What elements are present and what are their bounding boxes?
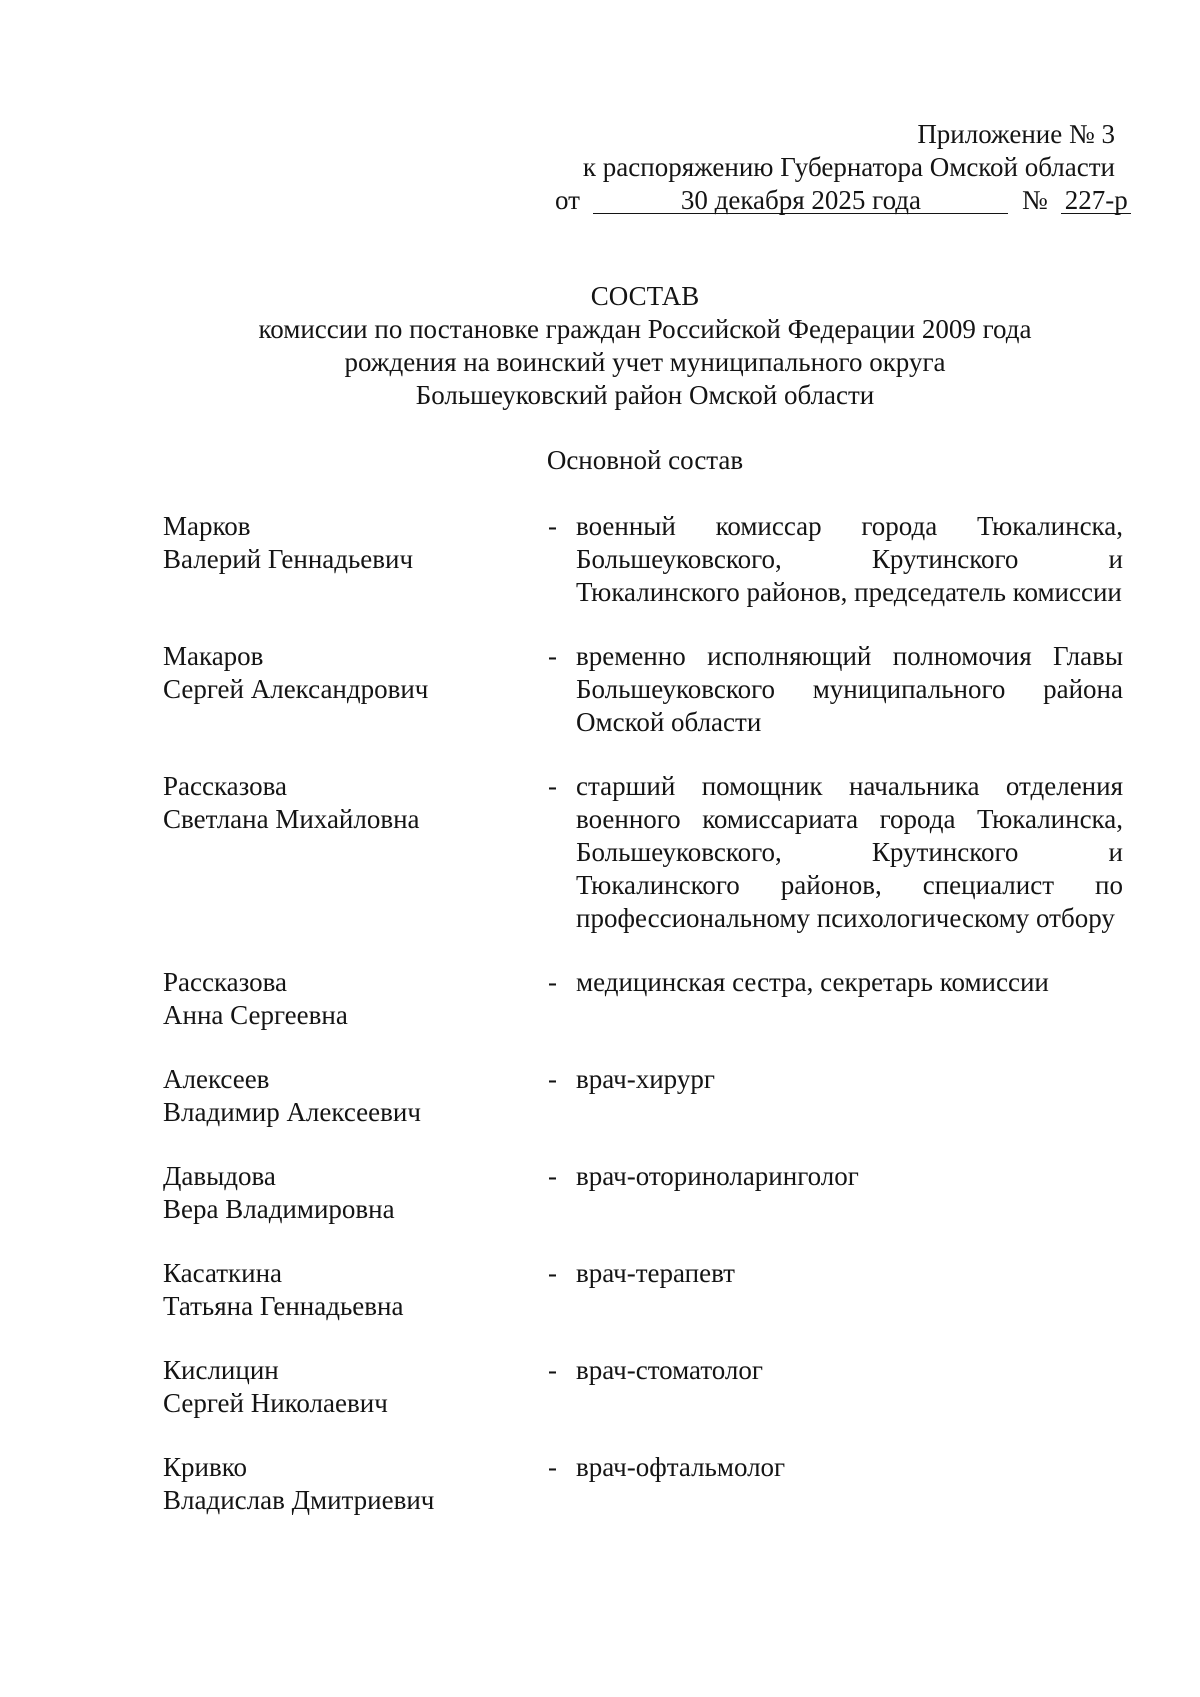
member-surname: Давыдова (163, 1161, 276, 1191)
dash: - (548, 1452, 557, 1482)
member-surname: Рассказова (163, 771, 288, 801)
member-name (163, 640, 543, 706)
member-row (163, 1257, 1123, 1323)
member-role: временно исполняющий полномочия Главы Большеуковского муниципального района Омской области (576, 641, 1123, 737)
dash: - (548, 1161, 557, 1191)
order-date-line (555, 184, 1128, 217)
member-name (163, 1063, 543, 1129)
member-given-name: Владимир Алексеевич (163, 1097, 421, 1127)
member-name (163, 1160, 543, 1226)
member-surname: Макаров (163, 641, 264, 671)
title-main: СОСТАВ (590, 281, 700, 311)
member-name (163, 1451, 543, 1517)
dash: - (548, 1064, 557, 1094)
member-name (163, 510, 543, 576)
member-name (163, 966, 543, 1032)
member-given-name: Сергей Александрович (163, 674, 429, 704)
appendix-header (555, 118, 1128, 217)
dash: - (548, 641, 557, 671)
member-role: врач-офтальмолог (576, 1452, 786, 1482)
member-name (163, 770, 543, 836)
member-row (163, 1063, 1123, 1129)
appendix-reference: к распоряжению Губернатора Омской области (582, 152, 1115, 182)
order-date: 30 декабря 2025 года (593, 187, 1008, 214)
member-row (163, 1354, 1123, 1420)
member-role: военный комиссар города Тюкалинска, Большеуковского, Крутинского и Тюкалинского районов, председатель комиссии (576, 511, 1123, 607)
member-name (163, 1354, 543, 1420)
member-surname: Касаткина (163, 1258, 283, 1288)
member-row (163, 966, 1123, 1032)
title-line-2: рождения на воинский учет муниципального округа (344, 347, 946, 377)
dash: - (548, 967, 557, 997)
section-heading: Основной состав (546, 445, 744, 475)
member-surname: Алексеев (163, 1064, 270, 1094)
member-surname: Кривко (163, 1452, 247, 1482)
member-role: врач-хирург (576, 1064, 715, 1094)
members-list (163, 510, 1123, 1517)
member-role: медицинская сестра, секретарь комиссии (576, 967, 1049, 997)
from-label: от (555, 185, 580, 215)
member-surname: Рассказова (163, 967, 288, 997)
member-row (163, 640, 1123, 739)
member-role: старший помощник начальника отделения военного комиссариата города Тюкалинска, Большеуковского, Крутинского и Тюкалинского районов, специалист по профессиональному психологическому отбору (576, 771, 1123, 933)
dash: - (548, 771, 557, 801)
member-given-name: Светлана Михайловна (163, 804, 420, 834)
number-label: № (1021, 185, 1048, 215)
title-line-3: Большеуковский район Омской области (415, 380, 875, 410)
document-title (160, 280, 1130, 412)
member-given-name: Сергей Николаевич (163, 1388, 388, 1418)
member-surname: Кислицин (163, 1355, 279, 1385)
order-number: 227-р (1061, 187, 1131, 214)
member-given-name: Татьяна Геннадьевна (163, 1291, 404, 1321)
member-row (163, 770, 1123, 935)
member-role: врач-терапевт (576, 1258, 735, 1288)
member-name (163, 1257, 543, 1323)
appendix-number: Приложение № 3 (917, 119, 1115, 149)
member-role: врач-оториноларинголог (576, 1161, 859, 1191)
dash: - (548, 511, 557, 541)
member-role: врач-стоматолог (576, 1355, 763, 1385)
dash: - (548, 1355, 557, 1385)
member-given-name: Валерий Геннадьевич (163, 544, 414, 574)
member-row (163, 510, 1123, 609)
member-given-name: Анна Сергеевна (163, 1000, 348, 1030)
member-given-name: Вера Владимировна (163, 1194, 395, 1224)
dash: - (548, 1258, 557, 1288)
member-surname: Марков (163, 511, 251, 541)
member-row (163, 1451, 1123, 1517)
title-line-1: комиссии по постановке граждан Российской Федерации 2009 года (258, 314, 1032, 344)
member-row (163, 1160, 1123, 1226)
member-given-name: Владислав Дмитриевич (163, 1485, 435, 1515)
